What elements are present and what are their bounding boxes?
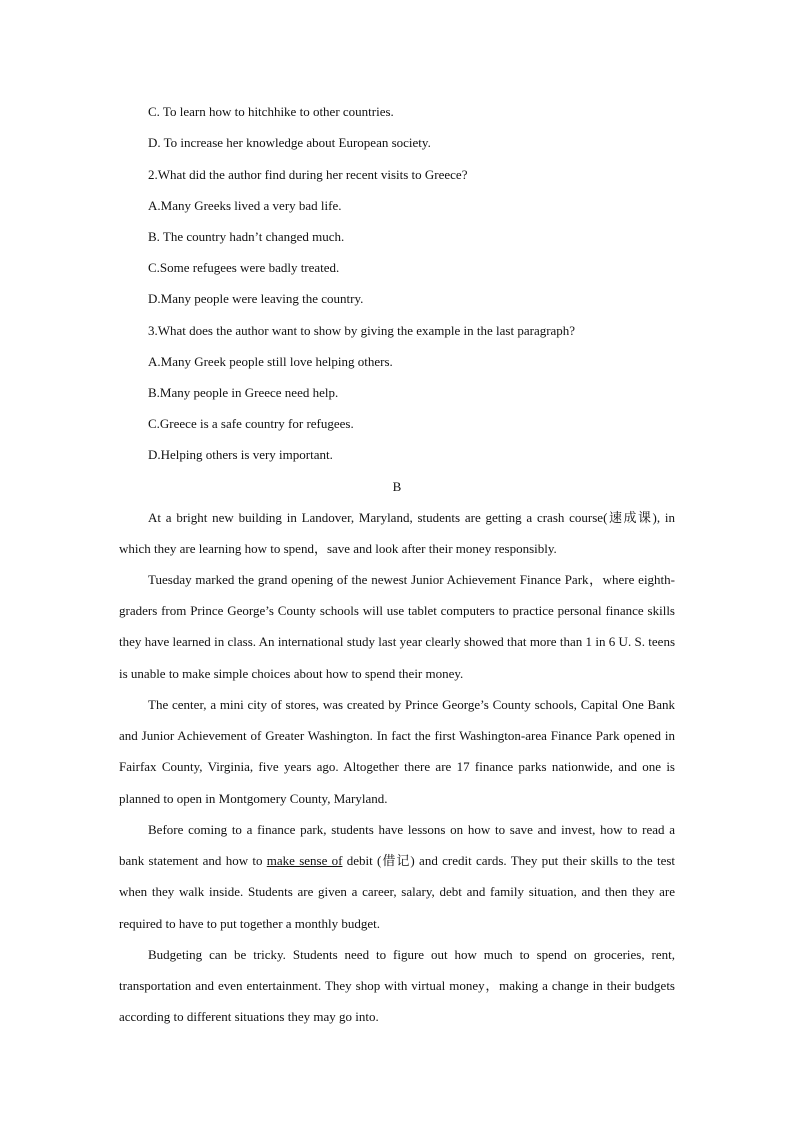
- q3-option-b: B.Many people in Greece need help.: [148, 385, 339, 400]
- passage-paragraph-2: Tuesday marked the grand opening of the newest Junior Achievement Finance Park，where eighth-graders from Prince George’s County schools will use tablet computers to practice personal finance skills they have learned in class. An international study last year clearly showed that more than 1 in 6 U. S. teens is unable to make simple choices about how to spend their money.: [119, 572, 675, 681]
- q2-option-b: B. The country hadn’t changed much.: [148, 229, 345, 244]
- q3-option-c: C.Greece is a safe country for refugees.: [148, 416, 354, 431]
- q3-option-a: A.Many Greek people still love helping others.: [148, 354, 393, 369]
- passage-paragraph-1: At a bright new building in Landover, Maryland, students are getting a crash course(速成课), in which they are learning how to spend，save and look after their money responsibly.: [119, 510, 675, 557]
- passage-paragraph-5: Budgeting can be tricky. Students need to figure out how much to spend on groceries, rent, transportation and even entertainment. They shop with virtual money，making a change in their budgets according to different situations they may go into.: [119, 947, 675, 1025]
- q2-option-a: A.Many Greeks lived a very bad life.: [148, 198, 342, 213]
- q2-option-c: C.Some refugees were badly treated.: [148, 260, 340, 275]
- q1-option-c: C. To learn how to hitchhike to other countries.: [148, 104, 394, 119]
- paragraph-4-text-start: Before coming to a finance park, students have lessons on how to save and invest, how to read a bank statement and how to: [119, 822, 675, 869]
- paragraph-4-text-end: debit (借记) and credit cards. They put their skills to the test when they walk inside. Students are given a career, salary, debt and family situation, and then they are required to have to put together a monthly budget.: [119, 853, 676, 931]
- q2-question: 2.What did the author find during her recent visits to Greece?: [148, 167, 468, 182]
- q1-option-d: D. To increase her knowledge about European society.: [148, 135, 431, 150]
- passage-paragraph-4: [119, 814, 675, 939]
- passage-paragraph-3: The center, a mini city of stores, was created by Prince George’s County schools, Capital One Bank and Junior Achievement of Greater Washington. In fact the first Washington-area Finance Park opened in Fairfax County, Virginia, five years ago. Altogether there are 17 finance parks nationwide, and one is planned to open in Montgomery County, Maryland.: [119, 697, 675, 806]
- underlined-phrase: make sense of: [266, 853, 343, 869]
- q3-question: 3.What does the author want to show by giving the example in the last paragraph?: [148, 323, 576, 338]
- q2-option-d: D.Many people were leaving the country.: [148, 291, 364, 306]
- section-label: B: [392, 479, 402, 494]
- q3-option-d: D.Helping others is very important.: [148, 447, 333, 462]
